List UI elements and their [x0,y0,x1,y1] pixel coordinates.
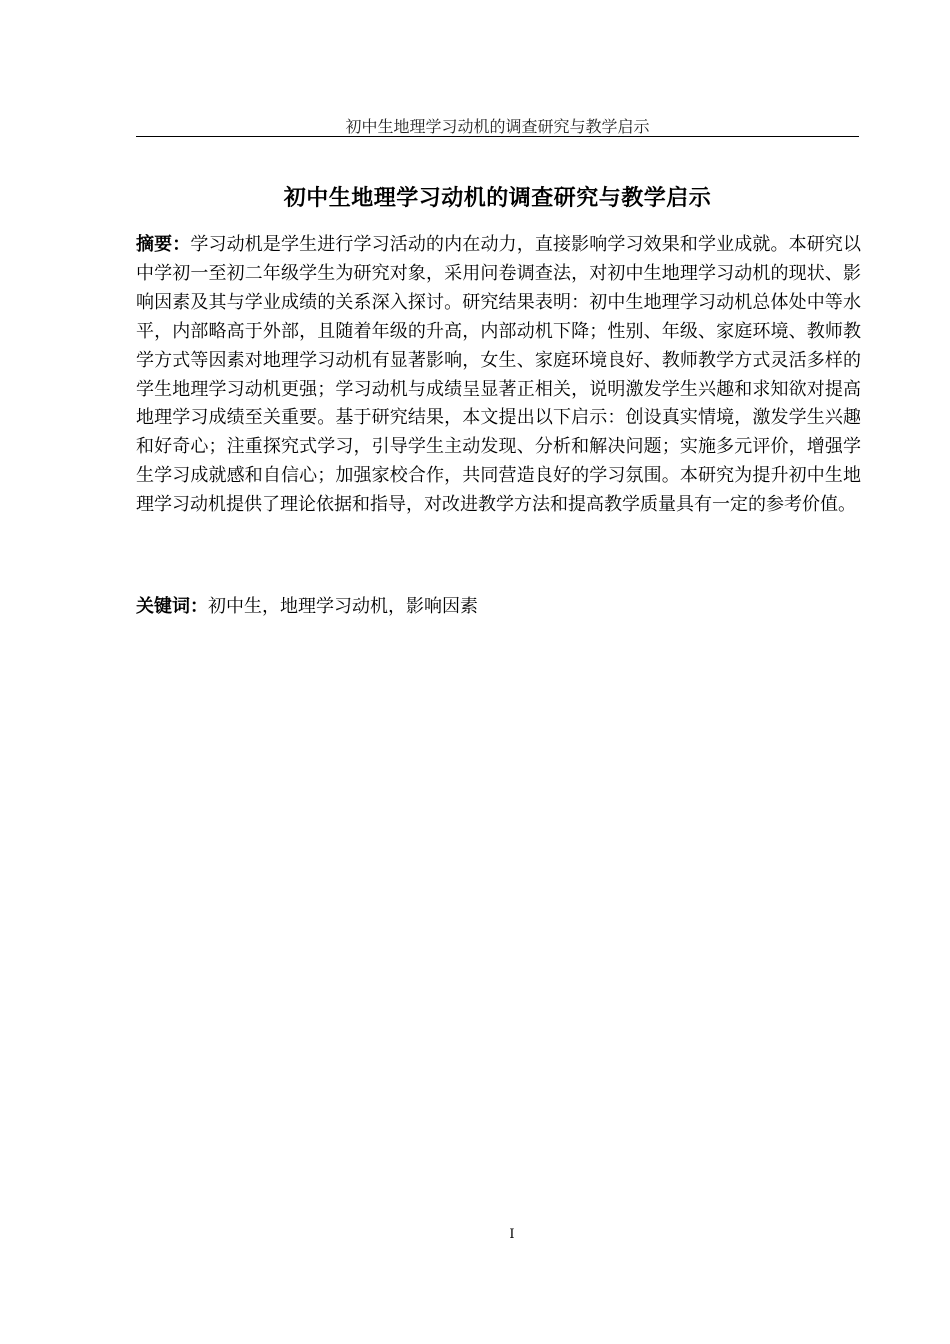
page-number: I [509,1227,515,1242]
keywords-text: 初中生，地理学习动机，影响因素 [208,596,478,617]
abstract-text: 学习动机是学生进行学习活动的内在动力，直接影响学习效果和学业成就。本研究以中学初一至初二年级学生为研究对象，采用问卷调查法，对初中生地理学习动机的现状、影响因素及其与学业成绩的关系深入探讨。研究结果表明：初中生地理学习动机总体处中等水平，内部略高于外部，且随着年级的升高，内部动机下降；性别、年级、家庭环境、教师教学方式等因素对地理学习动机有显著影响，女生、家庭环境良好、教师教学方式灵活多样的学生地理学习动机更强；学习动机与成绩呈显著正相关，说明激发学生兴趣和求知欲对提高地理学习成绩至关重要。基于研究结果，本文提出以下启示：创设真实情境，激发学生兴趣和好奇心；注重探究式学习，引导学生主动发现、分析和解决问题；实施多元评价，增强学生学习成就感和自信心；加强家校合作，共同营造良好的学习氛围。本研究为提升初中生地理学习动机提供了理论依据和指导，对改进教学方法和提高教学质量具有一定的参考价值。 [136,234,862,516]
abstract-label: 摘要： [136,234,191,255]
header-rule [136,136,859,137]
keywords-label: 关键词： [136,596,208,617]
abstract-paragraph [136,231,861,520]
running-header: 初中生地理学习动机的调查研究与教学启示 [345,117,650,136]
document-title: 初中生地理学习动机的调查研究与教学启示 [283,186,712,211]
keywords-line [136,593,861,621]
